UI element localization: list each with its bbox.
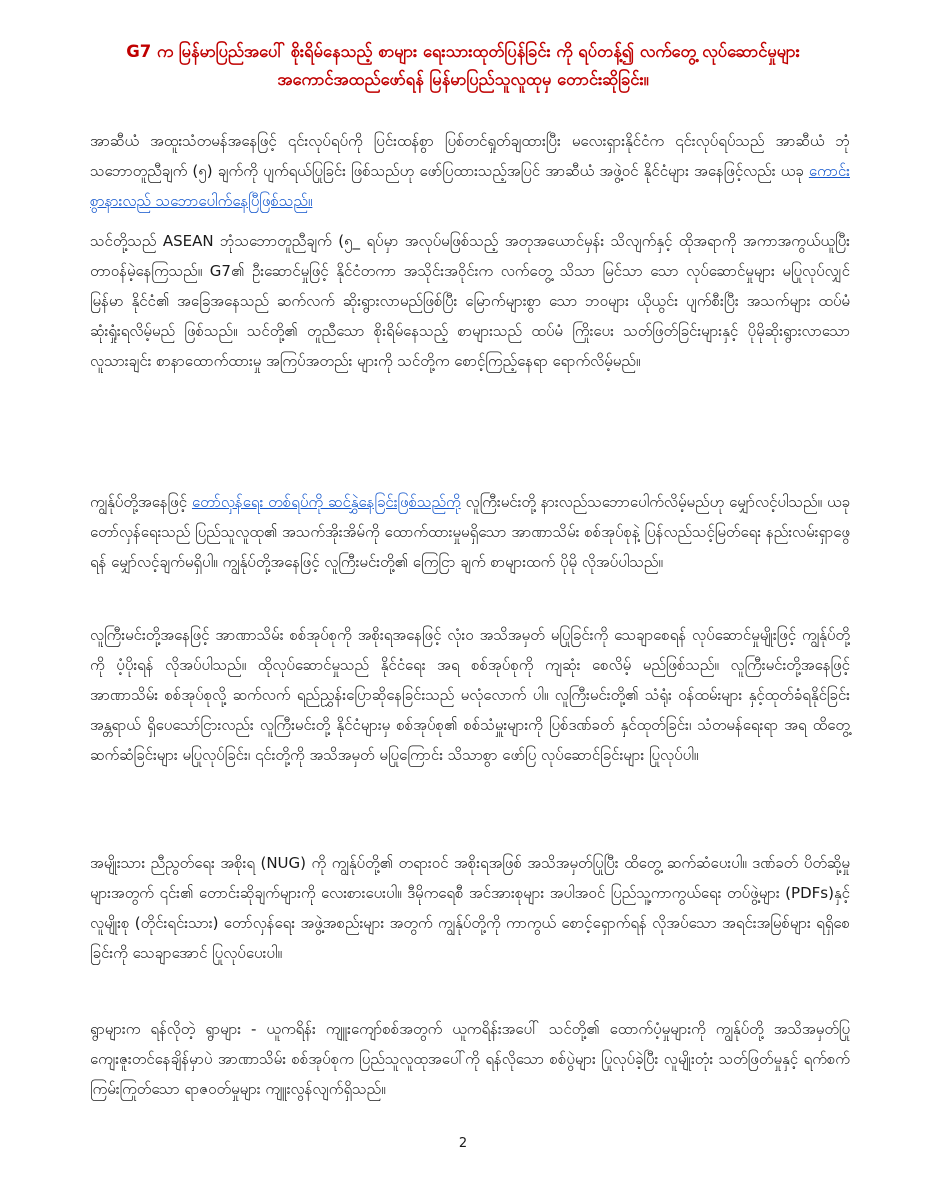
paragraph-3-link[interactable]: တော်လှန်ရေး တစ်ရပ်ကို ဆင်နွှဲနေခြင်းဖြစ်သည်ကို — [191, 493, 461, 511]
title-line-1: G7 က မြန်မာပြည်အပေါ် စိုးရိမ်နေသည့် စာများ ရေးသားထုတ်ပြန်ခြင်း ကို ရပ်တန့်၍ လက်တွေ့ လုပ်ဆောင်မှုများ — [126, 42, 800, 61]
paragraph-4: လူကြီးမင်းတို့အနေဖြင့် အာဏာသိမ်း စစ်အုပ်စုကို အစိုးရအနေဖြင့် လုံးဝ အသိအမှတ် မပြုခြင်းကို သေချာစေရန် လုပ်ဆောင်မှုမျိုးဖြင့် ကျွန်ုပ်တို့ကို ပံ့ပိုးရန် လိုအပ်ပါသည်။ ထိုလုပ်ဆောင်မှုသည် နိုင်ငံရေး အရ စစ်အုပ်စုကို ကျဆုံး စေလိမ့် မည်ဖြစ်သည်။ လူကြီးမင်းတို့အနေဖြင့် အာဏာသိမ်း စစ်အုပ်စုလို့ ဆက်လက် ရည်ညွှန်းပြောဆိုနေခြင်းသည် မလုံလောက် ပါ။ လူကြီးမင်းတို့၏ သံရုံး ဝန်ထမ်းများ နှင့်ထုတ်ခံရနိုင်ခြင်း အန္တရာယ် ရှိပေသော်ငြားလည်း လူကြီးမင်းတို့ နိုင်ငံများမှ စစ်အုပ်စု၏ စစ်သံမှူးများကို ပြစ်ဒဏ်ခတ် နှင်ထုတ်ခြင်း၊ သံတမန်ရေးရာ အရ ထိတွေ့ဆက်ဆံခြင်းများ မပြုလုပ်ခြင်း၊ ၎င်းတို့ကို အသိအမှတ် မပြုကြောင်း သိသာစွာ ဖော်ပြ လုပ်ဆောင်ခြင်းများ ပြုလုပ်ပါ။ — [90, 626, 850, 764]
paragraph-2: သင်တို့သည် ASEAN ဘုံသဘောတူညီချက် (၅_ ရပ်မှာ အလုပ်မဖြစ်သည့် အတုအယောင်မှန်း သိလျက်နှင့် ထိုအရာကို အကာအကွယ်ယူပြီး တာဝန်မဲ့နေကြသည်။ G7၏ ဦးဆောင်မှုဖြင့် နိုင်ငံတကာ အသိုင်းအဝိုင်းက လက်တွေ့ သိသာ မြင်သာ သော လုပ်ဆောင်မှုများ မပြုလုပ်လျှင် မြန်မာ နိုင်ငံ၏ အခြေအနေသည် ဆက်လက် ဆိုးရွားလာမည်ဖြစ်ပြီး မြောက်များစွာ သော ဘဝများ ယိုယွင်း ပျက်စီးပြီး အသက်များ ထပ်မံ ဆုံးရှုံးရလိမ့်မည် ဖြစ်သည်။ သင်တို့၏ တူညီသော စိုးရိမ်နေသည့် စာများသည် ထပ်မံ ကြိုးပေး သတ်ဖြတ်ခြင်းများနှင့် ပိုမိုဆိုးရွားလာသော လူသားချင်း စာနာထောက်ထားမှု အကြပ်အတည်း များကို သင်တို့က စောင့်ကြည့်နေရာ ရောက်လိမ့်မည်။ — [90, 232, 850, 370]
paragraph-3 — [90, 487, 850, 577]
paragraph-1 — [90, 126, 850, 216]
paragraph-1-text: အာဆီယံ အထူးသံတမန်အနေဖြင့် ၎င်းလုပ်ရပ်ကို ပြင်းထန်စွာ ပြစ်တင်ရှုတ်ချထားပြီး မလေးရှားနိုင်ငံက ၎င်းလုပ်ရပ်သည် အာဆီယံ ဘုံသဘောတူညီချက် (၅) ချက်ကို ပျက်ရယ်ပြုခြင်း ဖြစ်သည်ဟု ဖော်ပြထားသည့်အပြင် အာဆီယံ အဖွဲ့ဝင် နိုင်ငံများ အနေဖြင့်လည်း ယခု — [90, 132, 850, 180]
title-line-2: အကောင်အထည်ဖော်ရန် မြန်မာပြည်သူလူထုမှ တောင်းဆိုခြင်း။ — [277, 70, 649, 89]
paragraph-3-text-before: ကျွန်ုပ်တို့အနေဖြင့် — [90, 493, 192, 511]
paragraph-6: ရွာများက ရန်လိုတဲ့ ရွာများ - ယူကရိန်း ကျူးကျော်စစ်အတွက် ယူကရိန်းအပေါ် သင်တို့၏ ထောက်ပံ့မှုများကို ကျွန်ုပ်တို့ အသိအမှတ်ပြု ကျေးဇူးတင်နေချိန်မှာပဲ အာဏာသိမ်း စစ်အုပ်စုက ပြည်သူလူထုအပေါ်ကို ရန်လိုသော စစ်ပွဲများ ပြုလုပ်ခဲ့ပြီး လူမျိုးတုံး သတ်ဖြတ်မှုနှင့် ရက်စက်ကြမ်းကြုတ်သော ရာဇဝတ်မှုများ ကျူးလွန်လျက်ရှိသည်။ — [90, 1020, 850, 1098]
paragraph-3-text-after: လူကြီးမင်းတို့ နားလည်သဘောပေါက်လိမ့်မည်ဟု မျှော်လင့်ပါသည်။ ယခု တော်လှန်ရေးသည် ပြည်သူလူထု၏ အသက်အိုးအိမ်ကို ထောက်ထားမှုမရှိသော အာဏာသိမ်း စစ်အုပ်စုနဲ့ ပြန်လည်သင့်မြတ်ရေး နည်းလမ်းရှာဖွေရန် မျှော်လင့်ချက်မရှိပါ။ ကျွန်ုပ်တို့အနေဖြင့် လူကြီးမင်းတို့၏ ကြေငြာ ချက် စာများထက် ပိုမို လိုအပ်ပါသည်။ — [90, 493, 850, 571]
page-number: 2 — [458, 1136, 468, 1151]
paragraph-1-link[interactable]: ကောင်းစွာနားလည် သဘောပေါက်နေပြီဖြစ်သည်။ — [90, 162, 850, 210]
paragraph-5: အမျိုးသား ညီညွတ်ရေး အစိုးရ (NUG) ကို ကျွန်ုပ်တို့၏ တရားဝင် အစိုးရအဖြစ် အသိအမှတ်ပြုပြီး ထိတွေ့ ဆက်ဆံပေးပါ။ ဒဏ်ခတ် ပိတ်ဆို့မှုများအတွက် ၎င်း၏ တောင်းဆိုချက်များကို လေးစားပေးပါ။ ဒီမိုကရေစီ အင်အားစုများ အပါအဝင် ပြည်သူ့ကာကွယ်ရေး တပ်ဖွဲ့များ (PDFs)နှင့် လူမျိုးစု (တိုင်းရင်းသား) တော်လှန်ရေး အဖွဲ့အစည်းများ အတွက် ကျွန်ုပ်တို့ကို ကာကွယ် စောင့်ရှောက်ရန် လိုအပ်သော အရင်းအမြစ်များ ရရှိစေခြင်းကို သေချာအောင် ပြုလုပ်ပေးပါ။ — [90, 854, 850, 962]
document-title — [60, 38, 866, 94]
